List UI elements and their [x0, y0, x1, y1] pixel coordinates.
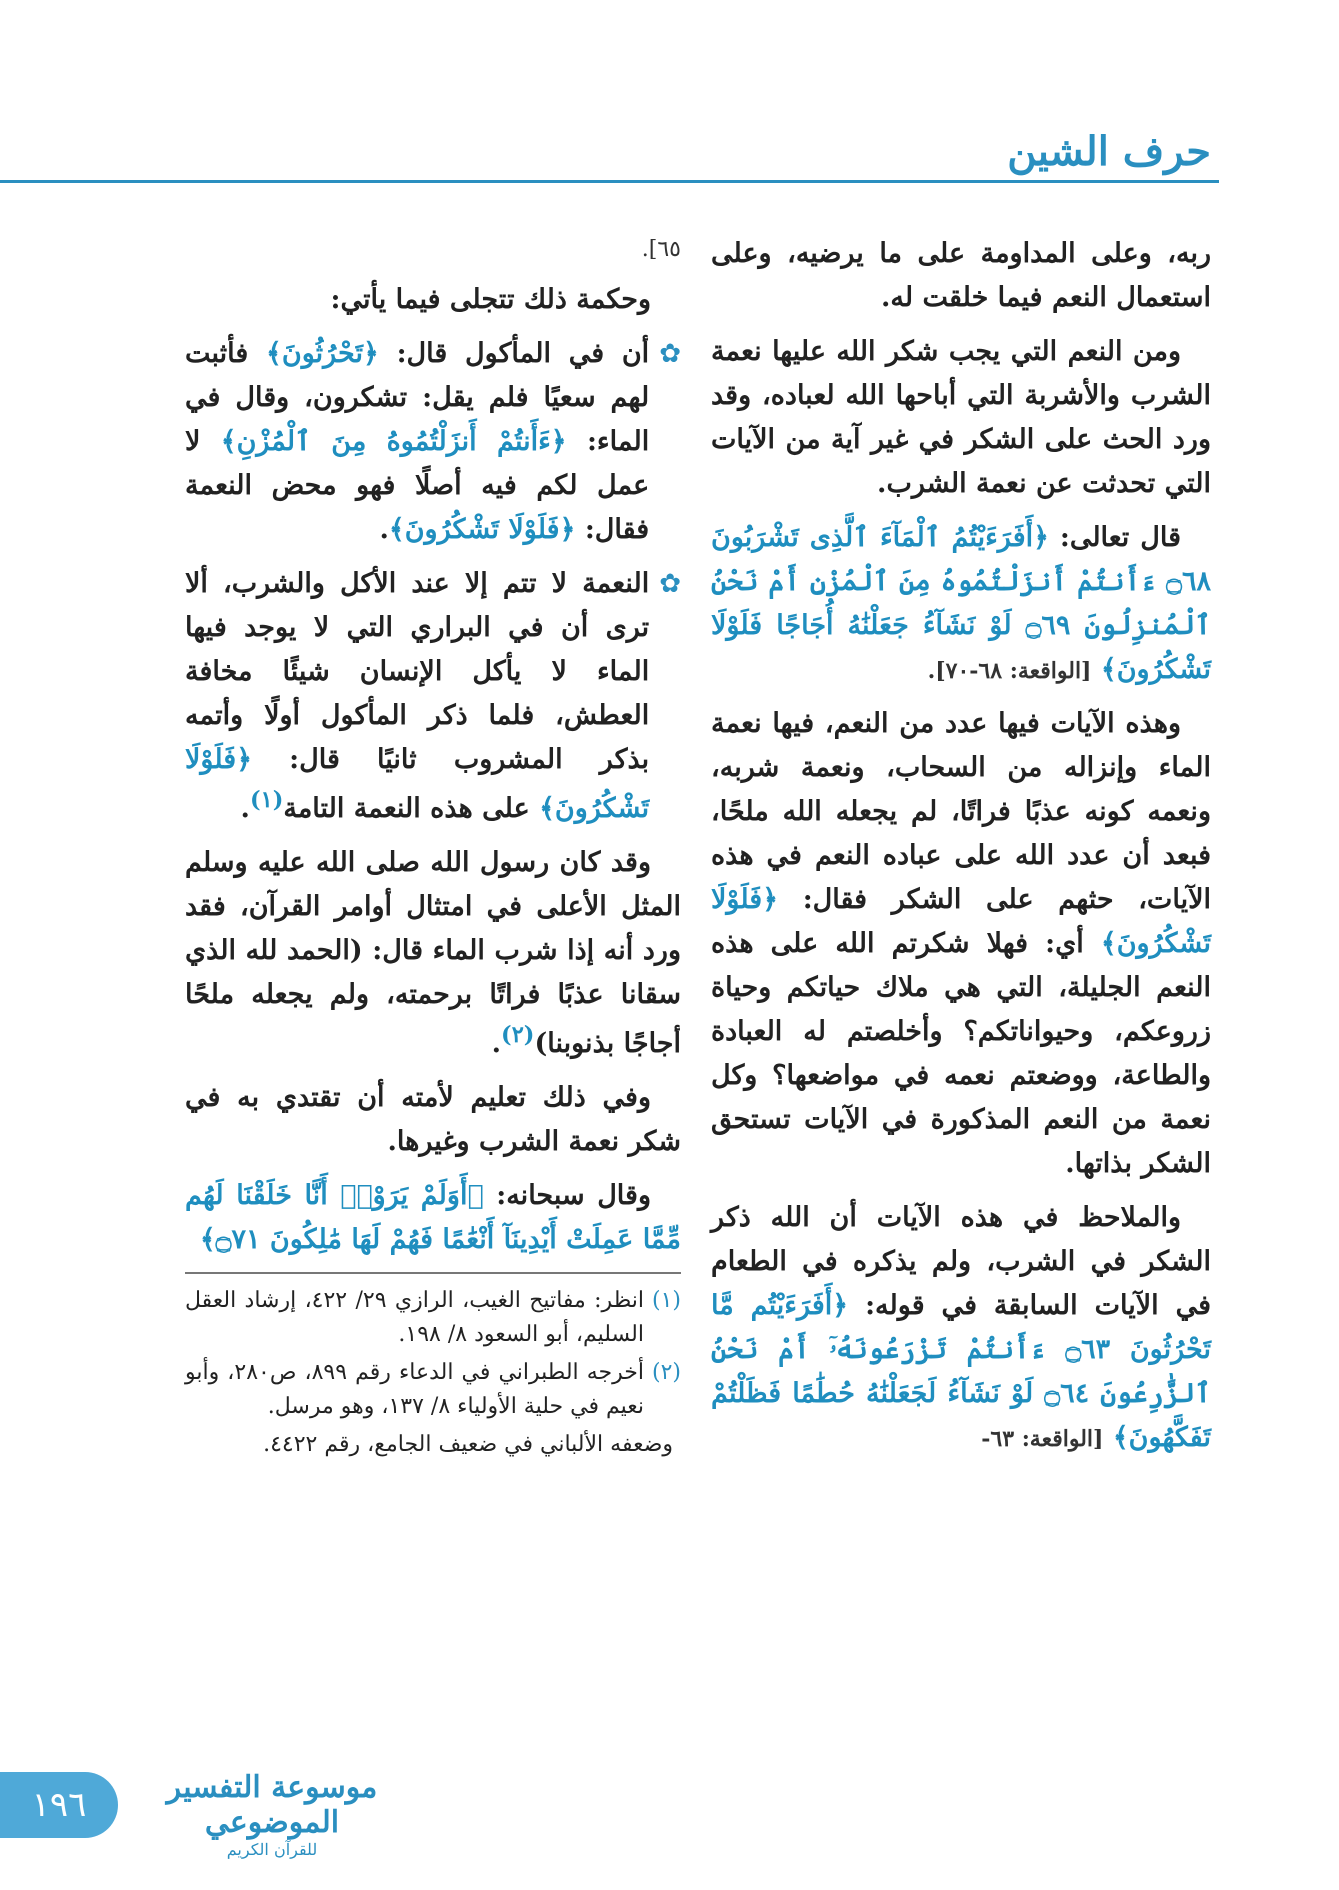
flower-bullet-icon: ✿: [659, 338, 681, 369]
bullet-text-part: على هذه النعمة التامة: [283, 792, 530, 824]
paragraph-text: والملاحظ في هذه الآيات أن الله ذكر الشكر في الشرب، ولم يذكره في الطعام في الآيات السابقة في قوله:: [711, 1202, 1212, 1321]
quran-verse: ﴿فَلَوْلَا تَشْكُرُونَ﴾: [388, 513, 576, 545]
bullet-text: [185, 332, 649, 552]
bullet-item: [185, 562, 681, 831]
footnote-number: (٢): [651, 1360, 681, 1386]
left-column: [185, 232, 681, 1466]
hadith-quote: (الحمد لله الذي سقانا عذبًا فراتًا برحمته، ولم يجعله ملحًا أجاجًا بذنوبنا): [185, 934, 681, 1059]
flower-bullet-icon: ✿: [659, 568, 681, 599]
quran-verse: ﴿أَوَلَمْ يَرَوْا۟ أَنَّا خَلَقْنَا لَهُم مِّمَّا عَمِلَتْ أَيْدِينَآ أَنْعَٰمًا فَهُمْ لَهَا مَٰلِكُونَ ۝٧١﴾: [185, 1179, 681, 1255]
quran-verse: ﴿تَحْرُثُونَ﴾: [266, 337, 379, 369]
footnote-marker[interactable]: (١): [249, 786, 284, 813]
verse-intro: قال تعالى:: [1059, 522, 1181, 553]
page-number-badge: ١٩٦: [0, 1772, 118, 1838]
paragraph-with-verse: [711, 702, 1211, 1186]
bullet-text: [185, 562, 649, 831]
paragraph-with-verse: [711, 516, 1211, 692]
bullet-text-part: لا عمل لكم فيه أصلًا فهو محض النعمة فقال:: [185, 425, 650, 545]
paragraph-text: وهذه الآيات فيها عدد من النعم، فيها نعمة الماء وإنزاله من السحاب، ونعمة شربه، ونعمه كونه عذبًا فراتًا، لم يجعله الله ملحًا، فبعد أن عدد الله على عباده النعم في هذه الآيات، حثهم على الشكر فقال:: [711, 708, 1211, 915]
footnote-text: أخرجه الطبراني في الدعاء رقم ٨٩٩، ص٢٨٠، وأبو نعيم في حلية الأولياء ٨/ ١٣٧، وهو مرسل.: [185, 1360, 644, 1420]
paragraph: [185, 841, 681, 1066]
logo-title: موسوعة التفسير الموضوعي: [166, 1770, 378, 1840]
paragraph: ومن النعم التي يجب شكر الله عليها نعمة الشرب والأشربة التي أباحها الله لعباده، وقد ورد الحث على الشكر في غير آية من الآيات التي تحدثت عن نعمة الشرب.: [711, 336, 1211, 499]
bullet-text-part: .: [240, 792, 250, 824]
bullet-text-part: فأثبت لهم سعيًا فلم يقل: تشكرون، وقال في الماء:: [185, 337, 650, 457]
footnote-separator: [185, 1272, 681, 1274]
footnote-marker[interactable]: (٢): [501, 1021, 535, 1048]
paragraph-text: أي: فهلا شكرتم الله على هذه النعم الجليلة، التي هي ملاك حياتكم وحياة زروعكم، وحيواناتكم؟ وأخلصتم له العبادة والطاعة، ووضعتم نعمه في مواضعها؟ وكل نعمة من النعم المذكورة في الآيات تستحق الشكر بذاتها.: [711, 928, 1211, 1179]
quran-verse: ﴿أَفَرَءَيْتُمُ ٱلْمَآءَ ٱلَّذِى تَشْرَبُونَ ۝٦٨ ءَأَنتُمْ أَنزَلْتُمُوهُ مِنَ ٱلْمُزْنِ أَمْ نَحْنُ ٱلْمُنزِلُونَ ۝٦٩ لَوْ نَشَآءُ جَعَلْنَٰهُ أُجَاجًا فَلَوْلَا تَشْكُرُونَ﴾: [711, 522, 1211, 685]
paragraph-with-verse: [185, 1174, 681, 1262]
quran-verse: ﴿فَلَوْلَا تَشْكُرُونَ﴾: [185, 743, 650, 824]
bullet-text-part: أن في المأكول قال:: [396, 337, 650, 369]
verse-reference: [الواقعة: ٦٣-: [981, 1426, 1104, 1452]
footnote-text: وضعفه الألباني في ضعيف الجامع، رقم ٤٤٢٢.: [263, 1432, 673, 1458]
bullet-text-part: النعمة لا تتم إلا عند الأكل والشرب، ألا ترى أن في البراري التي لا يوجد فيها الماء لا يأكل الإنسان شيئًا مخافة العطش، فلما ذكر المأكول أولًا وأتمه بذكر المشروب ثانيًا قال:: [185, 567, 650, 775]
paragraph: وفي ذلك تعليم لأمته أن تقتدي به في شكر نعمة الشرب وغيرها.: [185, 1081, 681, 1157]
verse-reference: [الواقعة: ٦٨-٧٠].: [927, 658, 1092, 684]
quran-verse: ﴿أَفَرَءَيْتُم مَّا تَحْرُثُونَ ۝٦٣ ءَأَنتُمْ تَزْرَعُونَهُۥٓ أَمْ نَحْنُ ٱلزَّٰرِعُونَ ۝٦٤ لَوْ نَشَآءُ لَجَعَلْنَٰهُ حُطَٰمًا فَظَلْتُمْ تَفَكَّهُونَ﴾: [711, 1290, 1211, 1453]
footnotes: [185, 1284, 681, 1462]
paragraph-text: .: [491, 1027, 502, 1059]
quran-verse: ﴿ءَأَنتُمْ أَنزَلْتُمُوهُ مِنَ ٱلْمُزْنِ﴾: [220, 425, 567, 457]
paragraph: ربه، وعلى المداومة على ما يرضيه، وعلى استعمال النعم فيما خلقت له.: [711, 238, 1211, 313]
footnote-number: (١): [651, 1287, 681, 1313]
footnote-text: انظر: مفاتيح الغيب، الرازي ٢٩/ ٤٢٢، إرشاد العقل السليم، أبو السعود ٨/ ١٩٨.: [185, 1287, 644, 1347]
footnote: [185, 1428, 681, 1462]
right-column: [711, 232, 1211, 1470]
bullet-text-part: .: [379, 513, 389, 545]
paragraph-text: وقد كان رسول الله صلى الله عليه وسلم المثل الأعلى في امتثال أوامر القرآن، فقد ورد أنه إذا شرب الماء قال:: [185, 846, 681, 966]
footnote: [185, 1356, 681, 1424]
verse-intro: وقال سبحانه:: [496, 1179, 651, 1211]
bullet-item: [185, 332, 681, 552]
footnote: [185, 1284, 681, 1352]
verse-reference-continued: ٦٥].: [641, 237, 681, 262]
quran-verse: ﴿فَلَوْلَا تَشْكُرُونَ﴾: [711, 884, 1211, 959]
header-rule: [0, 180, 1219, 183]
paragraph-with-verse: [711, 1196, 1211, 1460]
logo-subtitle: للقرآن الكريم: [226, 1840, 318, 1859]
paragraph: وحكمة ذلك تتجلى فيما يأتي:: [330, 283, 651, 315]
series-logo: [142, 1770, 402, 1859]
page-header-title: حرف الشين: [1007, 128, 1211, 175]
